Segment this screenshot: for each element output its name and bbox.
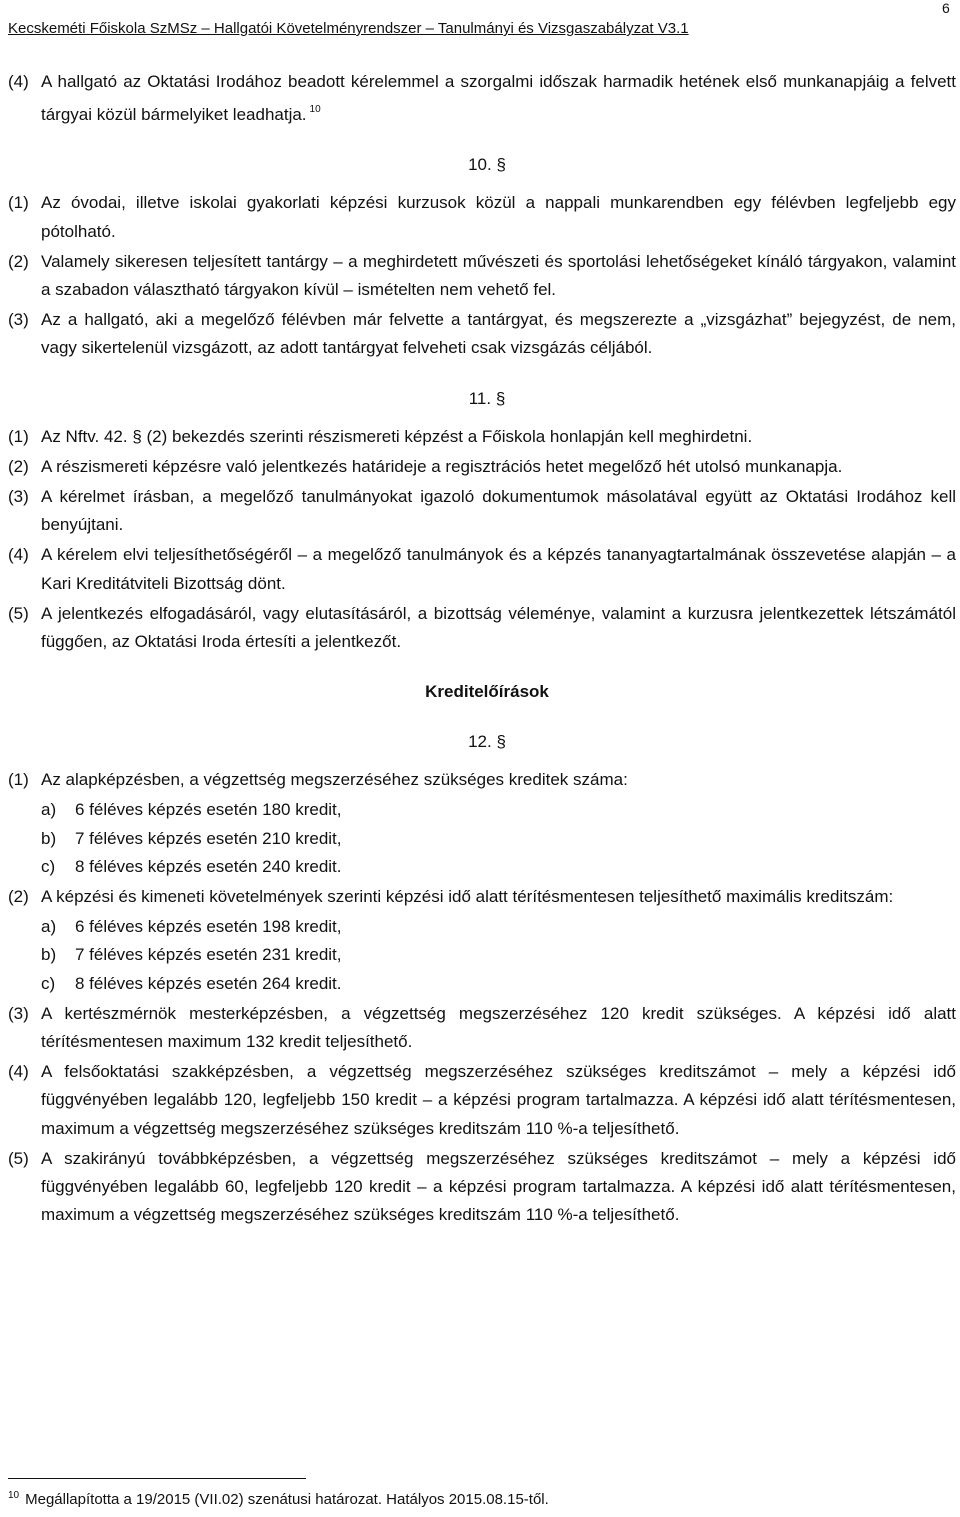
list-item: b) 7 féléves képzés esetén 210 kredit,	[41, 828, 342, 848]
footnote	[8, 1490, 549, 1508]
footnote-text: Megállapította a 19/2015 (VII.02) szenátusi határozat. Hatályos 2015.08.15-től.	[25, 1491, 549, 1508]
s11-paragraph-4: (4) A kérelem elvi teljesíthetőségéről – a megelőző tanulmányok és a képzés tananyagtartalmának összevetése alapján – a Kari Kreditátviteli Bizottság dönt.	[8, 545, 956, 593]
section-title-12: 12. §	[468, 732, 506, 752]
page-number: 6	[942, 0, 950, 16]
s12-paragraph-1: (1) Az alapképzésben, a végzettség megszerzéséhez szükséges kreditek száma:	[8, 770, 628, 790]
s10-paragraph-1: (1) Az óvodai, illetve iskolai gyakorlati képzési kurzusok közül a nappali munkarendben egy félévben legfeljebb egy pótolható.	[8, 193, 956, 241]
s12-paragraph-5: (5) A szakirányú továbbképzésben, a végzettség megszerzéséhez szükséges kreditszámot – mely a képzési idő függvényében legalább 60, legfeljebb 120 kredit – a képzési program tartalmazza. A képzési idő alatt térítésmentesen, maximum a végzettség megszerzéséhez szükséges kreditszám 110 %-a teljesíthető.	[8, 1148, 956, 1225]
s10-paragraph-3: (3) Az a hallgató, aki a megelőző félévben már felvette a tantárgyat, és megszerezte a „vizsgázhat” bejegyzést, de nem, vagy sikertelenül vizsgázott, az adott tantárgyat felveheti csak vizsgázás céljából.	[8, 310, 956, 358]
page-body	[8, 68, 956, 1232]
footnote-reference[interactable]: 10	[309, 104, 321, 116]
list-item: c) 8 féléves képzés esetén 240 kredit.	[41, 856, 342, 876]
footnote-separator	[8, 1478, 306, 1479]
s11-paragraph-5: (5) A jelentkezés elfogadásáról, vagy elutasításáról, a bizottság véleménye, valamint a kurzusra jelentkezettek létszámától függően, az Oktatási Iroda értesíti a jelentkezőt.	[8, 603, 956, 652]
s11-paragraph-3: (3) A kérelmet írásban, a megelőző tanulmányokat igazoló dokumentumok másolatával együtt az Oktatási Irodához kell benyújtani.	[8, 487, 956, 535]
heading-kreditelőírások: Kreditelőírások	[425, 682, 549, 702]
section-title-11: 11. §	[468, 388, 506, 408]
s11-paragraph-1: (1) Az Nftv. 42. § (2) bekezdés szerinti részismereti képzést a Főiskola honlapján kell meghirdetni.	[8, 426, 753, 446]
paragraph-text: A hallgató az Oktatási Irodához beadott kérelemmel a szorgalmi időszak harmadik hetének első munkanapjáig a felvett tárgyai közül bármelyiket leadhatja.	[41, 72, 956, 125]
running-header: Kecskeméti Főiskola SzMSz – Hallgatói Követelményrendszer – Tanulmányi és Vizsgaszabályzat V3.1	[8, 20, 689, 37]
s12-paragraph-2: (2) A képzési és kimeneti követelmények szerinti képzési idő alatt térítésmentesen teljesíthető maximális kreditszám:	[8, 887, 894, 907]
section-title-10: 10. §	[468, 155, 506, 175]
list-item: a) 6 féléves képzés esetén 180 kredit,	[41, 800, 342, 820]
s10-paragraph-2: (2) Valamely sikeresen teljesített tantárgy – a meghirdetett művészeti és sportolási lehetőségeket kínáló tárgyakon, valamint a szabadon választható tárgyakon kívül – ismételten nem vehető fel.	[8, 251, 956, 300]
list-item: a) 6 féléves képzés esetén 198 kredit,	[41, 917, 342, 937]
list-item: c) 8 féléves képzés esetén 264 kredit.	[41, 973, 342, 993]
paragraph-intro-4: (4) A hallgató az Oktatási Irodához beadott kérelemmel a szorgalmi időszak harmadik hetének első munkanapjáig a felvett tárgyai közül bármelyiket leadhatja. $^{10}$	[8, 72, 956, 125]
list-item: b) 7 féléves képzés esetén 231 kredit,	[41, 945, 342, 965]
s12-paragraph-3: (3) A kertészmérnök mesterképzésben, a végzettség megszerzéséhez 120 kredit szükséges. A képzési idő alatt térítésmentesen maximum 132 kredit teljesíthető.	[8, 1003, 956, 1052]
s11-paragraph-2: (2) A részismereti képzésre való jelentkezés határideje a regisztrációs hetet megelőző hét utolsó munkanapja.	[8, 456, 843, 476]
footnote-number: 10	[8, 1490, 20, 1501]
s12-paragraph-4: (4) A felsőoktatási szakképzésben, a végzettség megszerzéséhez szükséges kreditszámot – mely a képzési idő függvényében legalább 120, legfeljebb 150 kredit – a képzési program tartalmazza. A képzési idő alatt térítésmentesen, maximum a végzettség megszerzéséhez szükséges kreditszám 110 %-a teljesíthető.	[8, 1062, 956, 1138]
